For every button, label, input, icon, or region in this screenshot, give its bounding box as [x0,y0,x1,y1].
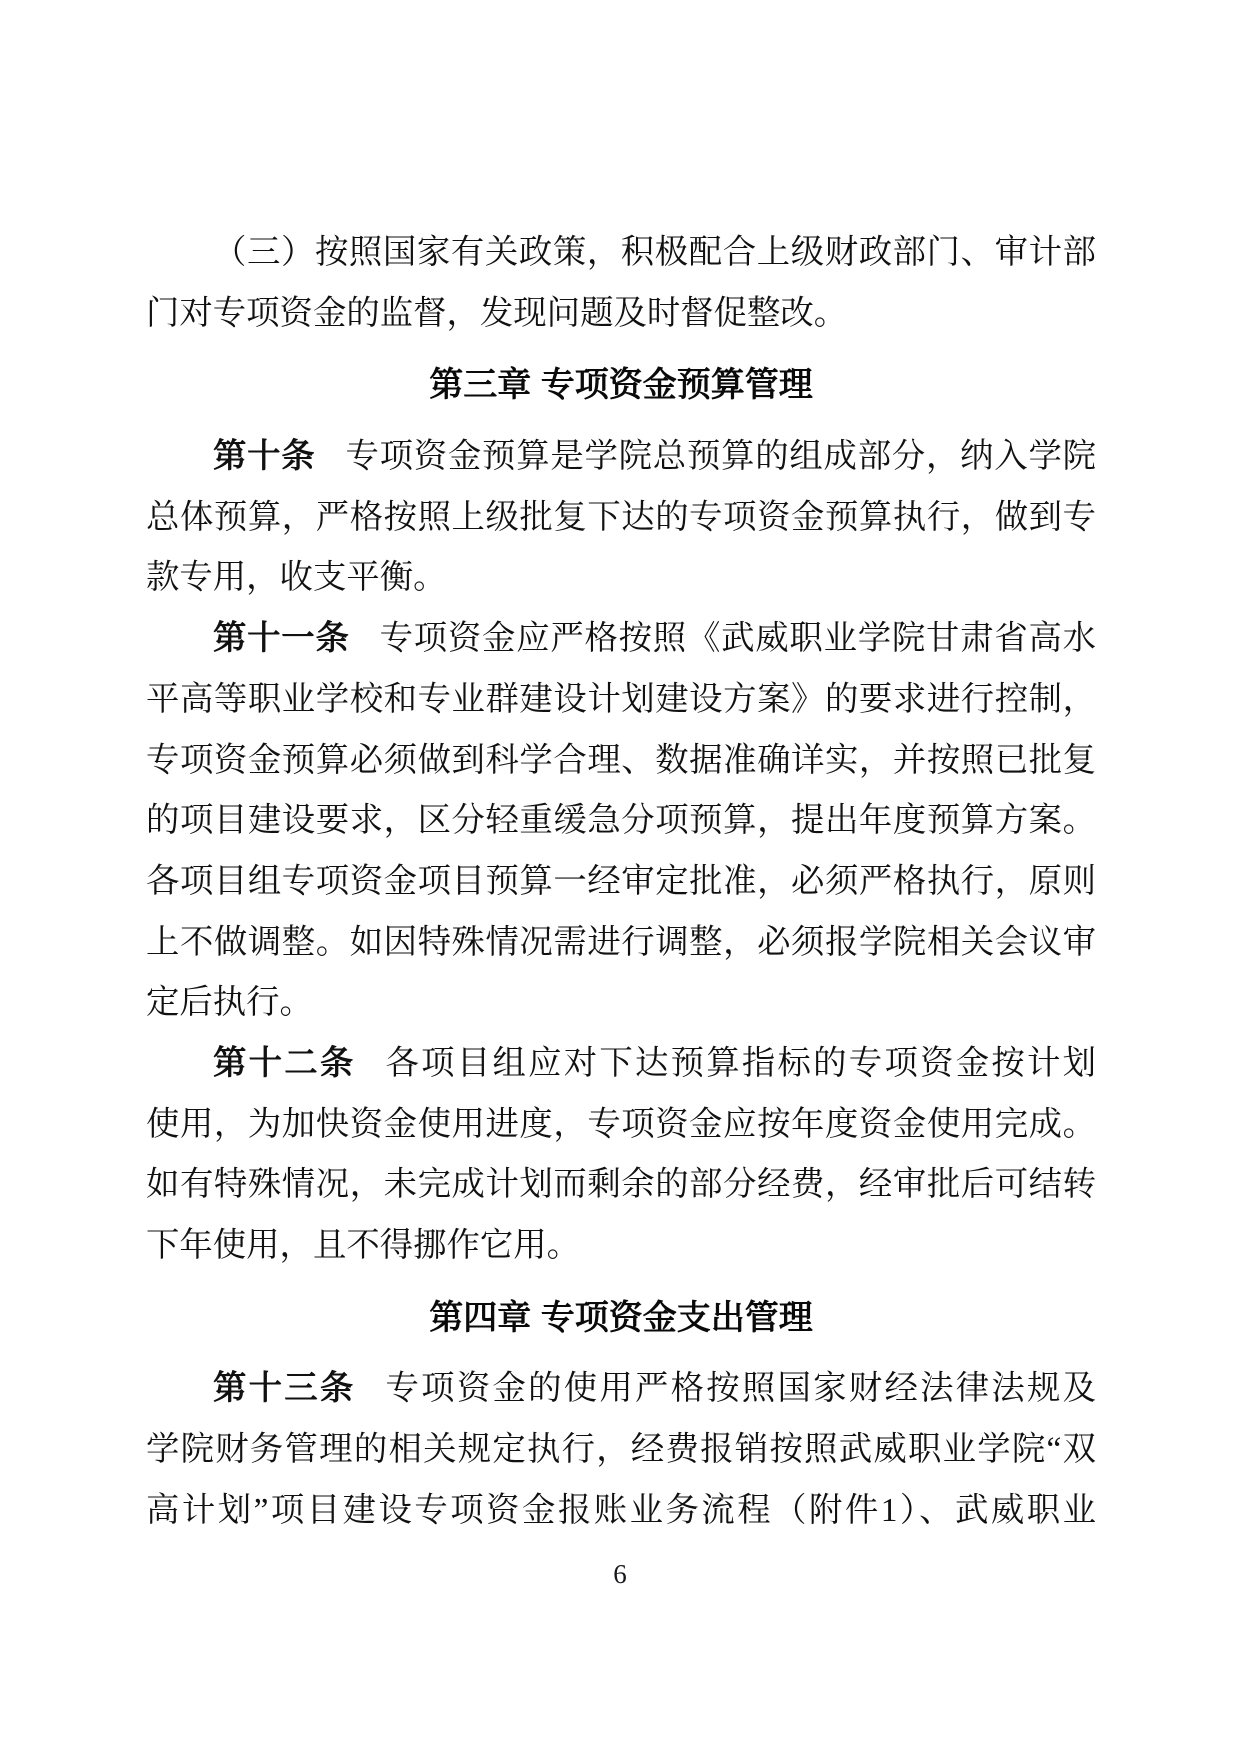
paragraph-line: 总体预算，严格按照上级批复下达的专项资金预算执行，做到专 [146,498,1096,536]
paragraph-line: （三）按照国家有关政策，积极配合上级财政部门、审计部 [213,234,1096,271]
document-body [146,223,1096,1541]
paragraph-line: 的项目建设要求，区分轻重缓急分项预算，提出年度预算方案。 [146,802,1096,840]
page-number: 6 [613,1559,627,1589]
paragraph-line: 如有特殊情况，未完成计划而剩余的部分经费，经审批后可结转 [146,1166,1096,1204]
paragraph-line: 使用，为加快资金使用进度，专项资金应按年度资金使用完成。 [146,1105,1096,1143]
paragraph-line: 门对专项资金的监督，发现问题及时督促整改。 [146,294,848,332]
paragraph-line: 专项资金预算是学院总预算的组成部分，纳入学院 [345,438,1096,476]
chapter-4-heading: 第四章 专项资金支出管理 [429,1298,813,1337]
paragraph-line: 专项资金预算必须做到科学合理、数据准确详实，并按照已批复 [146,741,1096,779]
article-11-line [146,609,1096,670]
chapter-3-heading: 第三章 专项资金预算管理 [429,366,813,405]
article-12-number: 第十二条 [213,1044,356,1082]
paragraph-line: 定后执行。 [146,984,313,1022]
paragraph-line: 平高等职业学校和专业群建设计划建设方案》的要求进行控制， [146,680,1096,718]
paragraph-line: 高计划”项目建设专项资金报账业务流程（附件1）、武威职业 [146,1491,1096,1529]
article-13-number: 第十三条 [213,1370,356,1408]
article-10-line [146,427,1096,488]
paragraph-line: 专项资金应严格按照《武威职业学院甘肃省高水 [379,620,1096,658]
article-11-number: 第十一条 [213,620,350,658]
article-12-line [146,1034,1096,1095]
article-13-line [146,1359,1096,1420]
paragraph-line: 下年使用，且不得挪作它用。 [146,1227,581,1264]
paragraph-line: 学院财务管理的相关规定执行，经费报销按照武威职业学院“双 [146,1431,1096,1469]
paragraph-line: 上不做调整。如因特殊情况需进行调整，必须报学院相关会议审 [146,923,1096,961]
article-10-number: 第十条 [213,438,316,476]
paragraph-line: 各项目组专项资金项目预算一经审定批准，必须严格执行，原则 [146,862,1096,900]
paragraph-line: 专项资金的使用严格按照国家财经法律法规及 [385,1370,1096,1408]
paragraph-line: 各项目组应对下达预算指标的专项资金按计划 [385,1044,1096,1082]
paragraph-line: 款专用，收支平衡。 [146,559,447,597]
